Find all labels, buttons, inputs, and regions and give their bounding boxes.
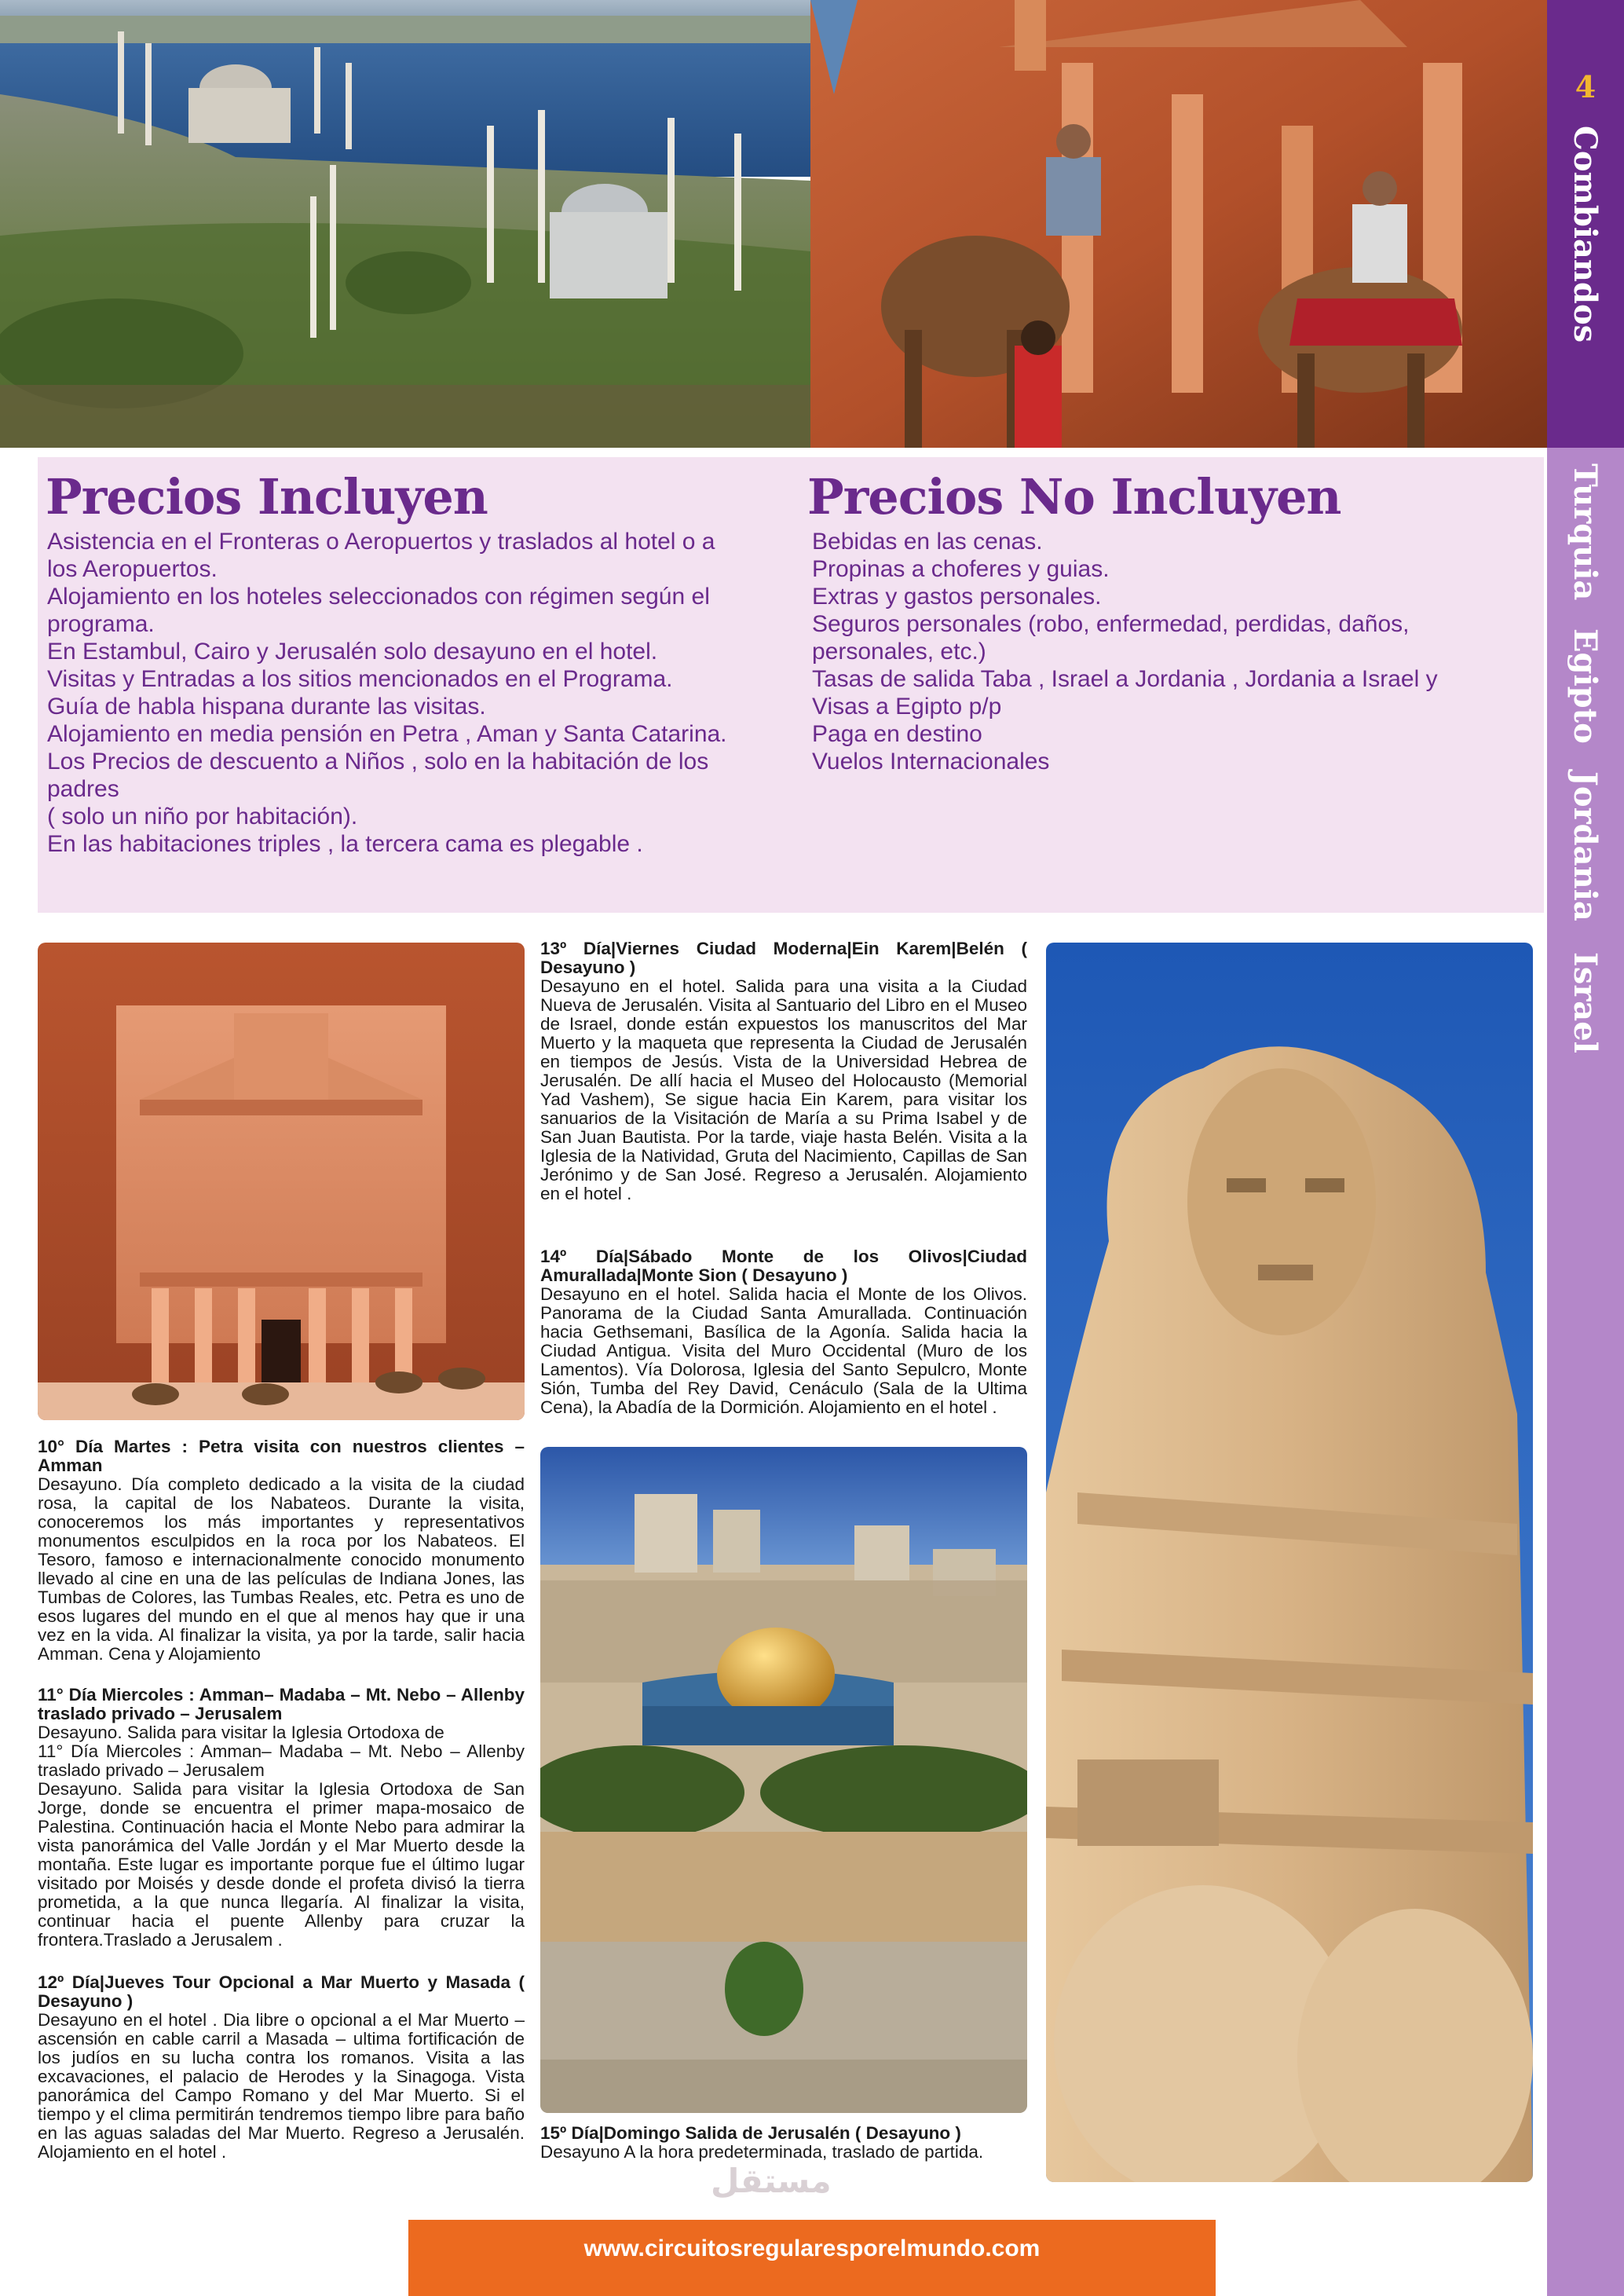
not-included-item: Paga en destino	[812, 721, 982, 747]
included-item: Asistencia en el Fronteras o Aeropuertos y traslados al hotel o a	[47, 529, 715, 555]
sphinx-photo	[1046, 943, 1533, 2182]
included-item: En Estambul, Cairo y Jerusalén solo desayuno en el hotel.	[47, 639, 658, 665]
country-label-israel: Israel	[1567, 952, 1604, 1053]
included-item: padres	[47, 776, 119, 802]
prices-not-included-list	[812, 528, 1534, 775]
day-11-body: Desayuno. Salida para visitar la Iglesia Ortodoxa de San Jorge, donde se encuentra el primer mapa-mosaico de Palestina. Continuación hacia el Monte Nebo para admirar la vista panorámica del Valle Jordán y el Mar Muerto desde la montaña. Este lugar es importante porque fue el último lugar visitado por Moisés y desde donde el profeta divisó la tierra prometida, a la que nunca llegaría. Al finalizar la visita, continuar hacia el puente Allenby para cruzar la frontera.Traslado a Jerusalem .	[38, 1779, 525, 1950]
petra-treasury-photo	[38, 943, 525, 1420]
day-13-body: Desayuno en el hotel. Salida para una visita a la Ciudad Nueva de Jerusalén. Visita al Santuario del Libro en el Museo de Israel, donde están expuestos los manuscritos del Mar Muerto y la maqueta que representa la Ciudad de Jerusalén en tiempos de Jesús. Vista de la Universidad Hebrea de Jerusalén. De allí hacia el Museo del Holocausto (Memorial Yad Vashem), Se sigue hacia Ein Karem, para visitar los sanuarios de la Visitación de María a su Prima Isabel y de San Juan Bautista. Por la tarde, viaje hasta Belén. Visita a la Iglesia de la Natividad, Gruta del Nacimiento, Capillas de San Jerónimo y de San José. Regreso a Jerusalén. Alojamiento en el hotel .	[540, 976, 1027, 1203]
day-12-title: 12º Día|Jueves Tour Opcional a Mar Muerto y Masada ( Desayuno )	[38, 1972, 525, 2011]
day-12-body: Desayuno en el hotel . Dia libre o opcional a el Mar Muerto – ascensión en cable carril a Masada – ultima fortificación de los judíos en su lucha contra los romanos. Visita a las excavaciones, el palacio de Herodes y la Sinagoga. Vista panorámica del Campo Romano y del Mar Muerto. Si el tiempo y el clima permitirán tendremos tiempo libre para baño en las aguas saladas del Mar Muerto. Regreso a Jerusalén. Alojamiento en el hotel .	[38, 2010, 525, 2162]
country-label-jordania: Jordania	[1567, 771, 1604, 921]
day-14-title: 14º Día|Sábado Monte de los Olivos|Ciudad Amurallada|Monte Sion ( Desayuno )	[540, 1247, 1027, 1285]
day-11	[38, 1686, 525, 1950]
day-15-body: Desayuno A la hora predeterminada, traslado de partida.	[540, 2142, 984, 2162]
prices-not-included-title: Precios No Incluyen	[807, 468, 1341, 525]
included-item: Los Precios de descuento a Niños , solo en la habitación de los	[47, 749, 709, 774]
day-12	[38, 1973, 525, 2162]
prices-included-list	[47, 528, 785, 858]
footer-url-link[interactable]: www.circuitosregularesporelmundo.com	[583, 2236, 1041, 2261]
included-item: Guía de habla hispana durante las visitas.	[47, 694, 486, 720]
country-label-egipto: Egipto	[1567, 628, 1604, 744]
day-13-title: 13º Día|Viernes Ciudad Moderna|Ein Karem|Belén ( Desayuno )	[540, 939, 1027, 977]
day-13	[540, 939, 1027, 1203]
day-11-body-intro: Desayuno. Salida para visitar la Iglesia Ortodoxa de	[38, 1723, 444, 1742]
istanbul-photo	[0, 0, 810, 448]
not-included-item: Extras y gastos personales.	[812, 584, 1102, 610]
not-included-item: Propinas a choferes y guias.	[812, 556, 1110, 582]
day-11-title: 11° Día Miercoles : Amman– Madaba – Mt. Nebo – Allenby traslado privado – Jerusalem	[38, 1685, 525, 1723]
included-item: Alojamiento en los hoteles seleccionados con régimen según el	[47, 584, 710, 610]
day-10-body: Desayuno. Día completo dedicado a la visita de la ciudad rosa, la capital de los Nabateos. Durante la visita, conoceremos los más importantes y representativos monumentos esculpidos en la roca por los Nabateos. El Tesoro, famoso e internacionalmente conocido monumento llevado al cine en una de las películas de Indiana Jones, las Tumbas de Colores, las Tumbas Reales, etc. Petra es uno de esos lugares del mundo en el que al menos hay que ir una vez en la vida. Al finalizar la visita, ya por la tarde, salir hacia Amman. Cena y Alojamiento	[38, 1474, 525, 1664]
section-label: Combiandos	[1567, 126, 1604, 343]
included-item: En las habitaciones triples , la tercera cama es plegable .	[47, 831, 643, 857]
not-included-item: Bebidas en las cenas.	[812, 529, 1043, 555]
prices-panel	[38, 457, 1544, 913]
included-item: los Aeropuertos.	[47, 556, 218, 582]
day-15	[540, 2124, 1027, 2162]
not-included-item: Visas a Egipto p/p	[812, 694, 1002, 720]
watermark-logo: مستقل	[711, 2162, 832, 2200]
included-item: ( solo un niño por habitación).	[47, 804, 358, 829]
included-item: Alojamiento en media pensión en Petra , Aman y Santa Catarina.	[47, 721, 727, 747]
included-item: programa.	[47, 611, 155, 637]
day-14	[540, 1247, 1027, 1417]
not-included-item: Tasas de salida Taba , Israel a Jordania , Jordania a Israel y	[812, 666, 1438, 692]
prices-included-title: Precios Incluyen	[46, 468, 488, 525]
included-item: Visitas y Entradas a los sitios mencionados en el Programa.	[47, 666, 673, 692]
day-11-body-repeat: 11° Día Miercoles : Amman– Madaba – Mt. Nebo – Allenby traslado privado – Jerusalem	[38, 1741, 525, 1780]
page-number: 4	[1575, 69, 1597, 104]
not-included-item: Vuelos Internacionales	[812, 749, 1050, 774]
not-included-item: personales, etc.)	[812, 639, 986, 665]
petra-camels-photo	[810, 0, 1547, 448]
not-included-item: Seguros personales (robo, enfermedad, perdidas, daños,	[812, 611, 1410, 637]
day-14-body: Desayuno en el hotel. Salida hacia el Monte de los Olivos. Panorama de la Ciudad Santa Amurallada. Continuación hacia Gethsemani, Basílica de la Agonía. Salida hacia la Ciudad Antigua. Visita del Muro Occidental (Muro de los Lamentos). Vía Dolorosa, Iglesia del Santo Sepulcro, Monte Sión, Tumba del Rey David, Cenáculo (Sala de la Ultima Cena), la Abadía de la Dormición. Alojamiento en el hotel .	[540, 1284, 1027, 1417]
jerusalem-dome-photo	[540, 1447, 1027, 2113]
day-15-title: 15º Día|Domingo Salida de Jerusalén ( Desayuno )	[540, 2123, 961, 2143]
day-10	[38, 1437, 525, 1664]
day-10-title: 10° Día Martes : Petra visita con nuestros clientes – Amman	[38, 1437, 525, 1475]
country-label-turquia: Turquia	[1567, 463, 1604, 601]
footer-bar	[408, 2220, 1216, 2296]
